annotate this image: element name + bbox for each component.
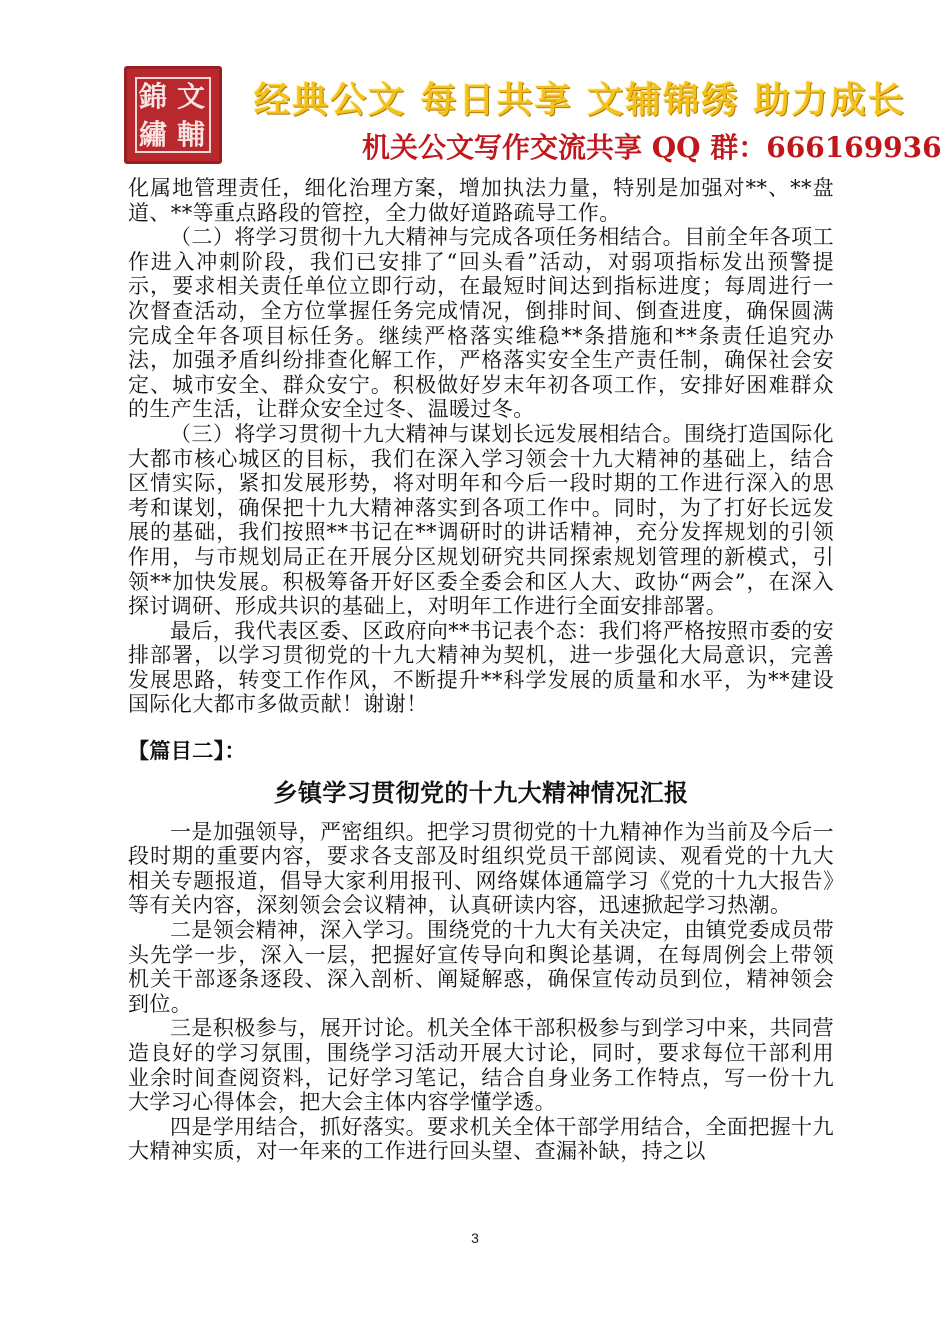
paragraph: 一是加强领导，严密组织。把学习贯彻党的十九精神作为当前及今后一段时期的重要内容，要求各支部及时组织党员干部阅读、观看党的十九大相关专题报道，倡导大家利用报刊、网络媒体通篇学习《党的十九大报告》等有关内容，深刻领会会议精神，认真研读内容，迅速掀起学习热潮。 — [128, 819, 834, 918]
section-label: 【篇目二】： — [128, 739, 246, 764]
logo-char: 輔 — [177, 118, 206, 151]
paragraph: 三是积极参与，展开讨论。机关全体干部积极参与到学习中来，共同营造良好的学习氛围，围绕学习活动开展大讨论，同时，要求每位干部利用业余时间查阅资料，记好学习笔记，结合自身业务工作特点，写一份十九大学习心得体会，把大会主体内容学懂学透。 — [128, 1016, 834, 1115]
document-body — [128, 176, 834, 1164]
logo-char: 錦 — [139, 80, 168, 113]
document-header — [124, 66, 950, 166]
qq-group-line: 机关公文写作交流共享 QQ 群：666169936 — [362, 131, 942, 164]
logo-char: 繡 — [139, 118, 168, 151]
paragraph: 化属地管理责任，细化治理方案，增加执法力量，特别是加强对**、**盘道、**等重点路段的管控，全力做好道路疏导工作。 — [128, 176, 834, 225]
page-number: 3 — [471, 1230, 479, 1246]
header-slogan: 经典公文 每日共享 文辅锦绣 助力成长 — [254, 80, 906, 121]
paragraph: （三）将学习贯彻十九大精神与谋划长远发展相结合。围绕打造国际化大都市核心城区的目标，我们在深入学习领会十九大精神的基础上，结合区情实际，紧扣发展形势，将对明年和今后一段时期的工作进行深入的思考和谋划，确保把十九大精神落实到各项工作中。同时，为了打好长远发展的基础，我们按照**书记在**调研时的讲话精神，充分发挥规划的引领作用，与市规划局正在开展分区规划研究共同探索规划管理的新模式，引领**加快发展。积极筹备开好区委全委会和区人大、政协“两会”，在深入探讨调研、形成共识的基础上，对明年工作进行全面安排部署。 — [128, 421, 834, 619]
seal-logo — [124, 66, 222, 164]
logo-char: 文 — [177, 80, 206, 113]
paragraph: （二）将学习贯彻十九大精神与完成各项任务相结合。目前全年各项工作进入冲刺阶段，我们已安排了“回头看”活动，对弱项指标发出预警提示，要求相关责任单位立即行动，在最短时间达到指标进度；每周进行一次督查活动，全方位掌握任务完成情况，倒排时间、倒查进度，确保圆满完成全年各项目标任务。继续严格落实维稳**条措施和**条责任追究办法，加强矛盾纠纷排查化解工作，严格落实安全生产责任制，确保社会安定、城市安全、群众安宁。积极做好岁末年初各项工作，安排好困难群众的生产生活，让群众安全过冬、温暖过冬。 — [128, 225, 834, 422]
paragraph: 四是学用结合，抓好落实。要求机关全体干部学用结合，全面把握十九大精神实质，对一年来的工作进行回头望、查漏补缺，持之以 — [128, 1114, 834, 1164]
paragraph: 最后，我代表区委、区政府向**书记表个态：我们将严格按照市委的安排部署，以学习贯彻党的十九大精神为契机，进一步强化大局意识，完善发展思路，转变工作作风，不断提升**科学发展的质量和水平，为**建设国际化大都市多做贡献！谢谢！ — [128, 618, 834, 717]
section-title: 乡镇学习贯彻党的十九大精神情况汇报 — [273, 777, 689, 807]
paragraph: 二是领会精神，深入学习。围绕党的十九大有关决定，由镇党委成员带头先学一步，深入一层，把握好宣传导向和舆论基调，在每周例会上带领机关干部逐条逐段、深入剖析、阐疑解惑，确保宣传动员到位，精神领会到位。 — [128, 918, 834, 1016]
